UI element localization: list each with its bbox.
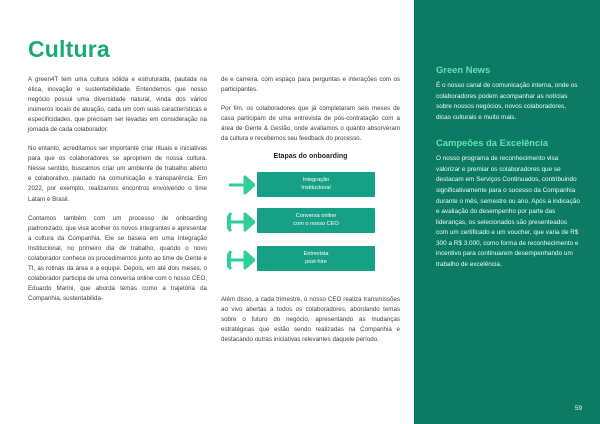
sidebar-heading-green-news: Green News (436, 64, 491, 75)
column-right (221, 75, 400, 355)
sidebar-heading-campeoes: Campeões da Excelência (436, 137, 549, 149)
paragraph: Contamos também com um processo de onboarding padronizado, que visa acolher os novos integrantes e apresentar a cultura da Companhia. Ele se baseia em uma Integração Institucional, no primeiro dia de trabalho, quando o novo colaborador conhece os procedimentos junto ao time de Gente e TI, as rotinas da área e a equipe. Depois, em até dois meses, o colaborador participa de uma conversa online com o nosso CEO, Eduardo Marini, que aborda temas como a trajetória da Companhia, sustentabilida- (28, 214, 207, 302)
paragraph: de e carreira, com espaço para perguntas e interações com os participantes. (221, 76, 400, 94)
onboarding-diagram (221, 168, 400, 286)
paragraph: A green4T tem uma cultura sólida e estruturada, pautada na ética, inovação e sustentabilidade. Entendemos que nosso negócio possui uma diversidade natural, vinda dos vários inúmeros locais de atuação, cada um com suas características e especificidades, que precisam ser levadas em consideração na jornada de cada colaborador. (28, 76, 207, 134)
main-content (28, 36, 400, 406)
onboarding-step (257, 208, 375, 233)
onboarding-diagram-title: Etapas do onboarding (273, 153, 348, 161)
sidebar (414, 0, 600, 424)
paragraph: No entanto, acreditamos ser importante criar rituais e iniciativas para que os colaboradores se apropriem de nossa cultura. Nesse sentido, buscamos criar um ambiente de trabalho aberto e colaborativo, pautado na comunicação e transparência. Em 2022, por exemplo, realizamos encontros envolvendo o time Latam e Brasil. (28, 145, 207, 203)
arrow-curved-icon (227, 247, 255, 273)
arrow-curved-icon (227, 209, 255, 235)
onboarding-step (257, 246, 375, 271)
page-title: Cultura (28, 36, 110, 62)
onboarding-step-label: Entrevista post-hire (303, 251, 329, 265)
arrow-right-icon (227, 172, 255, 198)
column-left (28, 75, 207, 355)
onboarding-step (257, 172, 375, 197)
onboarding-step-label: Conversa online com o nosso CEO (293, 213, 339, 227)
two-column-layout (28, 75, 400, 355)
onboarding-step-label: Integração Institucional (301, 177, 331, 191)
page-number: 59 (574, 405, 582, 412)
sidebar-text-campeoes: O nosso programa de reconhecimento visa valorizar e premiar os colaboradores que se destacam em Serviços Continuados, contribuindo significativamente para o sucesso da Companhia durante o mês, semestre ou ano. Após a indicação e avaliação do desempenho por parte das lideranças, os selecionados são presenteados com um certificado e um voucher, que varia de R$ 300 a R$ 3.000, como forma de reconhecimento e incentivo para continuarem desempenhando um trabalho de excelência. (436, 155, 580, 268)
paragraph: Além disso, a cada trimestre, o nosso CEO realiza transmissões ao vivo abertas a todos os colaboradores, abordando temas sobre o futuro do negócio, apresentando as mudanças estratégicas que estão sendo realizadas na Companhia e destacando outras iniciativas relevantes daquele período. (221, 296, 400, 344)
paragraph: Por fim, os colaboradores que já completaram seis meses de casa participam de uma entrevista de pós-contratação com a área de Gente & Gestão, onde avaliamos o quanto absorveram da cultura e recebemos seu feedback do processo. (221, 105, 400, 143)
sidebar-text-green-news: É o nosso canal de comunicação interna, onde os colaboradores podem acompanhar as notícias sobre nossos negócios, novos colaboradores, dicas culturais e muito mais. (436, 82, 578, 121)
